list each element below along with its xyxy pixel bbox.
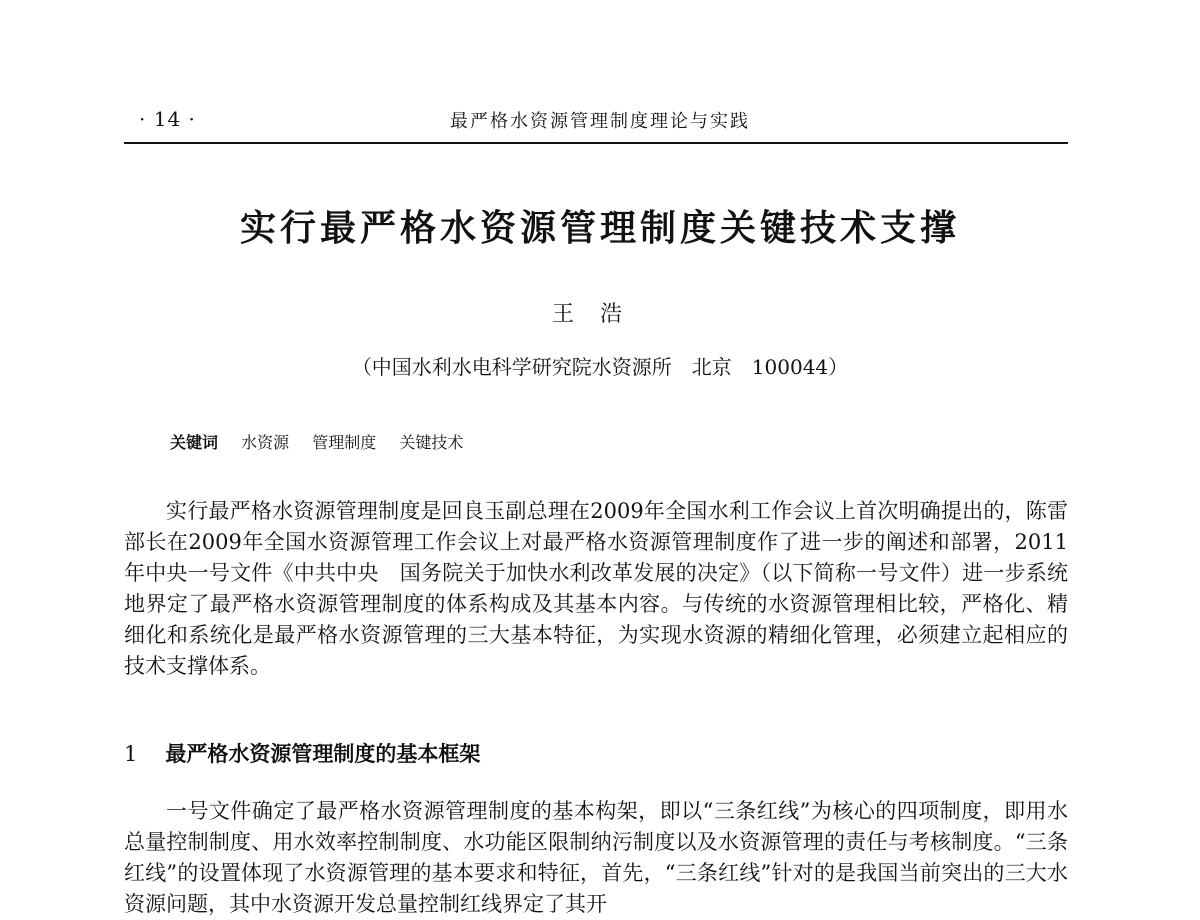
keyword-item: 管理制度 xyxy=(312,433,377,452)
body-paragraph-intro: 实行最严格水资源管理制度是回良玉副总理在2009年全国水利工作会议上首次明确提出的，陈雷部长在2009年全国水资源管理工作会议上对最严格水资源管理制度作了进一步的阐述和部署，2011年中央一号文件《中共中央 国务院关于加快水利改革发展的决定》（以下简称一号文件）进一步系统地界定了最严格水资源管理制度的体系构成及其基本内容。与传统的水资源管理相比较，严格化、精细化和系统化是最严格水资源管理的三大基本特征，为实现水资源的精细化管理，必须建立起相应的技术支撑体系。 xyxy=(124,499,1068,678)
author-name: 王浩 xyxy=(551,302,648,327)
keywords-line xyxy=(170,430,481,453)
author-affiliation: （中国水利水电科学研究院水资源所 北京 100044） xyxy=(351,355,849,379)
article-title: 实行最严格水资源管理制度关键技术支撑 xyxy=(239,208,960,249)
page-number: · 14 · xyxy=(139,107,196,131)
keywords-label: 关键词 xyxy=(170,433,219,452)
running-header-title: 最严格水资源管理制度理论与实践 xyxy=(450,111,750,132)
body-paragraph-framework: 一号文件确定了最严格水资源管理制度的基本构架，即以“三条红线”为核心的四项制度，即用水总量控制制度、用水效率控制制度、水功能区限制纳污制度以及水资源管理的责任与考核制度。“三条红线”的设置体现了水资源管理的基本要求和特征，首先，“三条红线”针对的是我国当前突出的三大水资源问题，其中水资源开发总量控制红线界定了其开 xyxy=(124,799,1068,916)
section-heading xyxy=(124,739,480,770)
keyword-item: 水资源 xyxy=(241,433,290,452)
header-divider xyxy=(124,142,1068,144)
section-number: 1 xyxy=(124,742,138,766)
section-title: 最严格水资源管理制度的基本框架 xyxy=(165,742,481,766)
keyword-item: 关键技术 xyxy=(399,433,464,452)
